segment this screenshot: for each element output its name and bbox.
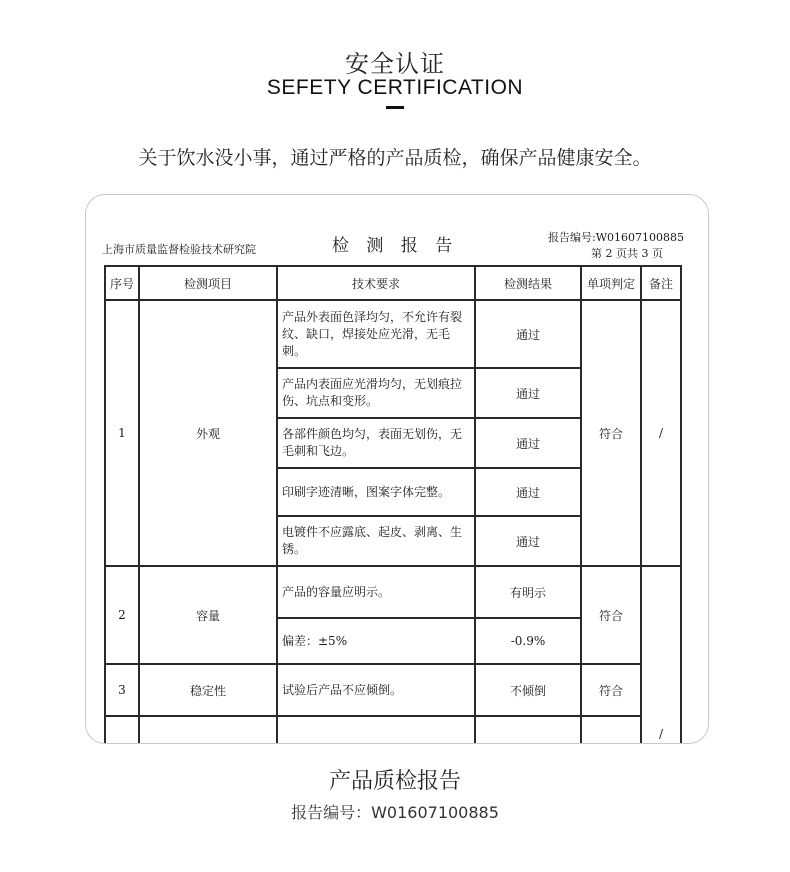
- report-document: [86, 195, 708, 743]
- result-cell: 通过: [475, 300, 581, 368]
- requirement-cell: 偏差：±5%: [277, 618, 475, 664]
- note-cell: /: [641, 300, 681, 566]
- result-cell: -0.9%: [475, 618, 581, 664]
- result-cell: 通过: [475, 468, 581, 516]
- result-cell: 不倾倒: [475, 664, 581, 716]
- result-cell: 有明示: [475, 566, 581, 618]
- header-cell: 检测结果: [475, 266, 581, 300]
- header-cell: 单项判定: [581, 266, 641, 300]
- test-item: 容量: [139, 566, 277, 664]
- header-cell: 备注: [641, 266, 681, 300]
- section-subtitle: SEFETY CERTIFICATION: [266, 76, 524, 99]
- report-caption-title: 产品质检报告: [328, 769, 461, 794]
- requirement-cell: 试验后产品不应倾倒。: [277, 664, 475, 716]
- requirement-cell: 各部件颜色均匀，表面无划伤，无毛刺和飞边。: [277, 418, 475, 468]
- report-number: 报告编号:W01607100885: [548, 231, 684, 244]
- requirement-cell: 印刷字迹清晰，图案字体完整。: [277, 468, 475, 516]
- header-cell: 技术要求: [277, 266, 475, 300]
- row-number: 2: [105, 566, 139, 664]
- header-cell: 序号: [105, 266, 139, 300]
- report-image-frame: [85, 194, 709, 744]
- row-number: 1: [105, 300, 139, 566]
- judgement-cell: 符合: [581, 566, 641, 664]
- requirement-cell: 产品外表面色泽均匀，不允许有裂纹、缺口，焊接处应光滑，无毛刺。: [277, 300, 475, 368]
- table-row: [105, 300, 681, 368]
- report-caption-number: 报告编号：W01607100885: [291, 803, 499, 822]
- header-cell: 检测项目: [139, 266, 277, 300]
- result-cell: 通过: [475, 418, 581, 468]
- test-item: 稳定性: [139, 664, 277, 716]
- requirement-cell: 产品的容量应明示。: [277, 566, 475, 618]
- table-header-row: [105, 266, 681, 300]
- result-cell: 通过: [475, 368, 581, 418]
- title-underline: [386, 106, 404, 109]
- report-title: 检 测 报 告: [332, 236, 459, 256]
- row-number: 3: [105, 664, 139, 716]
- table-row: [105, 566, 681, 618]
- judgement-cell: 符合: [581, 664, 641, 716]
- judgement-cell: 符合: [581, 300, 641, 566]
- note-cell: /: [641, 566, 681, 744]
- table-row: [105, 664, 681, 716]
- requirement-cell: 产品内表面应光滑均匀，无划痕拉伤、坑点和变形。: [277, 368, 475, 418]
- requirement-cell: 电镀件不应露底、起皮、剥离、生锈。: [277, 516, 475, 566]
- institute-name: 上海市质量监督检验技术研究院: [102, 243, 256, 256]
- result-cell: 通过: [475, 516, 581, 566]
- table-row: [105, 716, 681, 744]
- slogan-text: 关于饮水没小事，通过严格的产品质检，确保产品健康安全。: [138, 147, 652, 169]
- report-page: 第 2 页共 3 页: [591, 247, 663, 260]
- section-title: 安全认证: [345, 50, 445, 78]
- report-table: [104, 265, 682, 744]
- test-item: 外观: [139, 300, 277, 566]
